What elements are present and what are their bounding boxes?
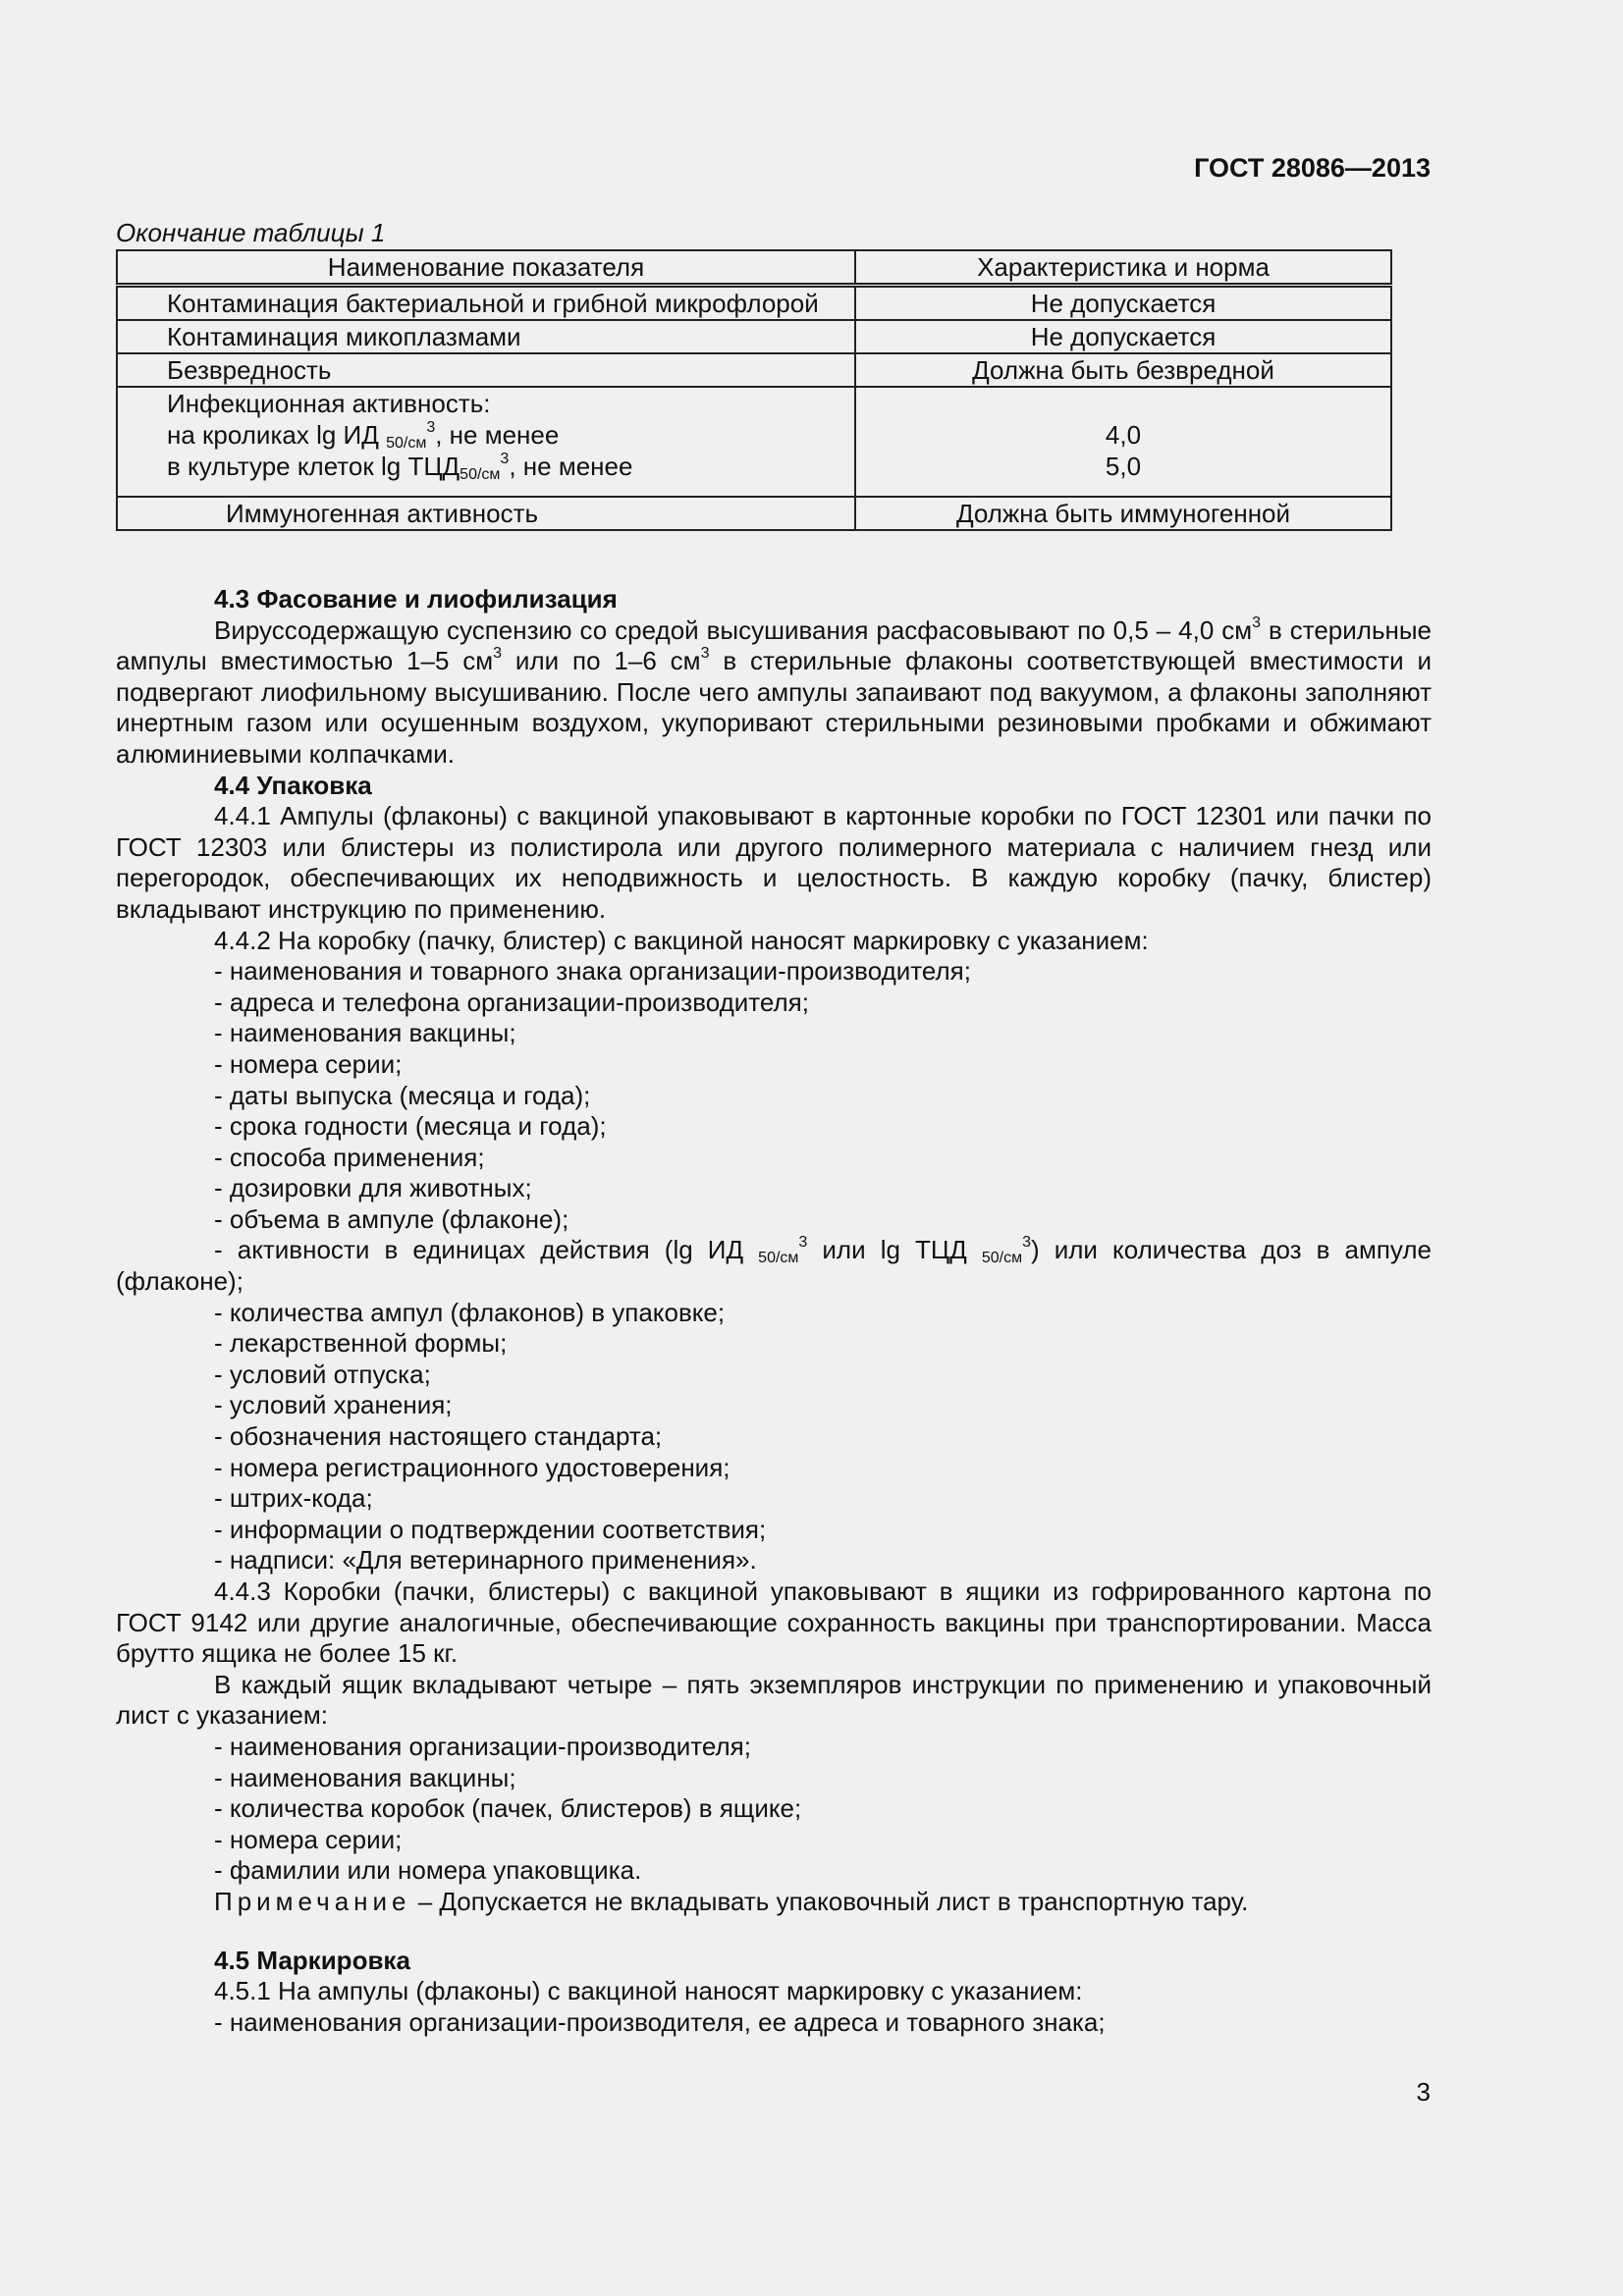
table-caption: Окончание таблицы 1	[116, 218, 386, 247]
list-item: - лекарственной формы;	[214, 1328, 508, 1359]
list-item: - объема в ампуле (флаконе);	[214, 1203, 569, 1234]
list-item: - способа применения;	[214, 1142, 485, 1172]
list-item: - наименования вакцины;	[214, 1018, 516, 1048]
document-body	[116, 584, 1432, 2038]
list-item: - номера серии;	[214, 1048, 403, 1079]
table-row	[117, 320, 1391, 353]
list-item: - адреса и телефона организации-производителя;	[214, 987, 809, 1017]
paragraph-4-4-3: 4.4.3 Коробки (пачки, блистеры) с вакциной упаковывают в ящики из гофрированного картона по ГОСТ 9142 или другие аналогичные, обеспечивающие сохранность вакцины при транспортировании. Масса брутто ящика не более 15 кг.	[116, 1576, 1432, 1669]
paragraph-4-3: Вируссодержащую суспензию со средой высушивания расфасовывают по 0,5 – 4,0 $см^3$ в стерильные ампулы вместимостью 1–5 $см^3$ или по 1–6 $см^3$ в стерильные флаконы соответствующей вместимости и подвергают лиофильному высушиванию. После чего ампулы запаивают под вакуумом, а флаконы заполняют инертным газом или осушенным воздухом, укупоривают стерильными резиновыми пробками и обжимают алюминиевыми колпачками.	[116, 614, 1433, 769]
table-header-row	[117, 250, 1391, 286]
infection-rabbits-value: 4,0	[1105, 420, 1142, 450]
table-row	[117, 497, 1391, 530]
table-cell-name: Иммуногенная активность	[117, 497, 855, 530]
list-item: - номера регистрационного удостоверения;	[214, 1452, 730, 1482]
list-item: - условий хранения;	[214, 1390, 453, 1420]
page-number: 3	[1416, 2077, 1431, 2107]
infection-rabbits-line: на кроликах lg ИД $_{50/см}^3$, не менее	[167, 419, 560, 452]
list-item: - обозначения настоящего стандарта;	[214, 1421, 663, 1452]
table-cell-name: Контаминация бактериальной и грибной микрофлорой	[117, 286, 855, 321]
list-item: - дозировки для животных;	[214, 1173, 532, 1203]
packing-list	[116, 1732, 1432, 1887]
table-cell-value: Должна быть иммуногенной	[855, 497, 1391, 530]
list-item: - срока годности (месяца и года);	[214, 1111, 607, 1142]
list-item: - наименования организации-производителя, ее адреса и товарного знака;	[214, 2006, 1106, 2037]
table-cell-value: Не допускается	[855, 320, 1391, 353]
list-item: - номера серии;	[214, 1824, 403, 1854]
table-cell-value	[855, 387, 1391, 497]
note-text: – Допускается не вкладывать упаковочный лист в транспортную тару.	[410, 1886, 1249, 1916]
table-row	[117, 286, 1391, 321]
list-item: - наименования и товарного знака организации-производителя;	[214, 956, 971, 987]
section-heading-4-4: 4.4 Упаковка	[214, 770, 372, 800]
marking-list	[116, 956, 1432, 1576]
table-header-name: Наименование показателя	[117, 250, 855, 286]
table-cell-name: Безвредность	[117, 353, 855, 387]
table-header-value: Характеристика и норма	[855, 250, 1391, 286]
table-row	[117, 387, 1391, 497]
list-item: - надписи: «Для ветеринарного применения».	[214, 1545, 757, 1575]
table-cell-name	[117, 387, 855, 497]
table-cell-value: Не допускается	[855, 286, 1391, 321]
list-item: - наименования организации-производителя;	[214, 1731, 751, 1761]
infection-cells-value: 5,0	[1105, 452, 1142, 481]
note	[116, 1887, 1432, 1918]
document-code: ГОСТ 28086—2013	[1194, 153, 1431, 183]
list-item: - условий отпуска;	[214, 1359, 431, 1389]
list-item: - даты выпуска (месяца и года);	[214, 1080, 591, 1110]
list-item: - количества коробок (пачек, блистеров) в ящике;	[214, 1793, 802, 1824]
section-heading-4-5: 4.5 Маркировка	[214, 1945, 410, 1975]
list-item: - штрих-кода;	[214, 1483, 373, 1514]
section-heading-4-3: 4.3 Фасование и лиофилизация	[214, 584, 618, 614]
table-cell-value: Должна быть безвредной	[855, 353, 1391, 387]
list-item: - наименования вакцины;	[214, 1762, 516, 1792]
paragraph-box-contents: В каждый ящик вкладывают четыре – пять экземпляров инструкции по применению и упаковочный лист с указанием:	[116, 1669, 1432, 1731]
list-item: - количества ампул (флаконов) в упаковке;	[214, 1297, 726, 1327]
infection-cells-line: в культуре клеток $\lg ТЦД_{50/см}^3$, не менее	[167, 451, 633, 483]
specification-table	[116, 249, 1392, 531]
paragraph-4-4-2: 4.4.2 На коробку (пачку, блистер) с вакциной наносят маркировку с указанием:	[214, 925, 1149, 955]
paragraph-4-4-1: 4.4.1 Ампулы (флаконы) с вакциной упаковывают в картонные коробки по ГОСТ 12301 или пачки по ГОСТ 12303 или блистеры из полистирола или другого полимерного материала с наличием гнезд или перегородок, обеспечивающих их неподвижность и целостность. В каждую коробку (пачку, блистер) вкладывают инструкцию по применению.	[116, 801, 1432, 924]
list-item: - информации о подтверждении соответствия;	[214, 1514, 767, 1544]
infection-activity-label: Инфекционная активность:	[167, 389, 491, 418]
table-cell-name: Контаминация микоплазмами	[117, 320, 855, 353]
list-item: - активности в единицах действия (lg ИД $_{50/см}^3$ или lg ТЦД $_{50/см}^3$) или количества доз в ампуле (флаконе);	[116, 1234, 1432, 1297]
paragraph-4-5-1: 4.5.1 На ампулы (флаконы) с вакциной наносят маркировку с указанием:	[214, 1976, 1083, 2006]
list-item: - фамилии или номера упаковщика.	[214, 1855, 642, 1886]
note-label: Примечание	[214, 1886, 411, 1916]
table-row	[117, 353, 1391, 387]
